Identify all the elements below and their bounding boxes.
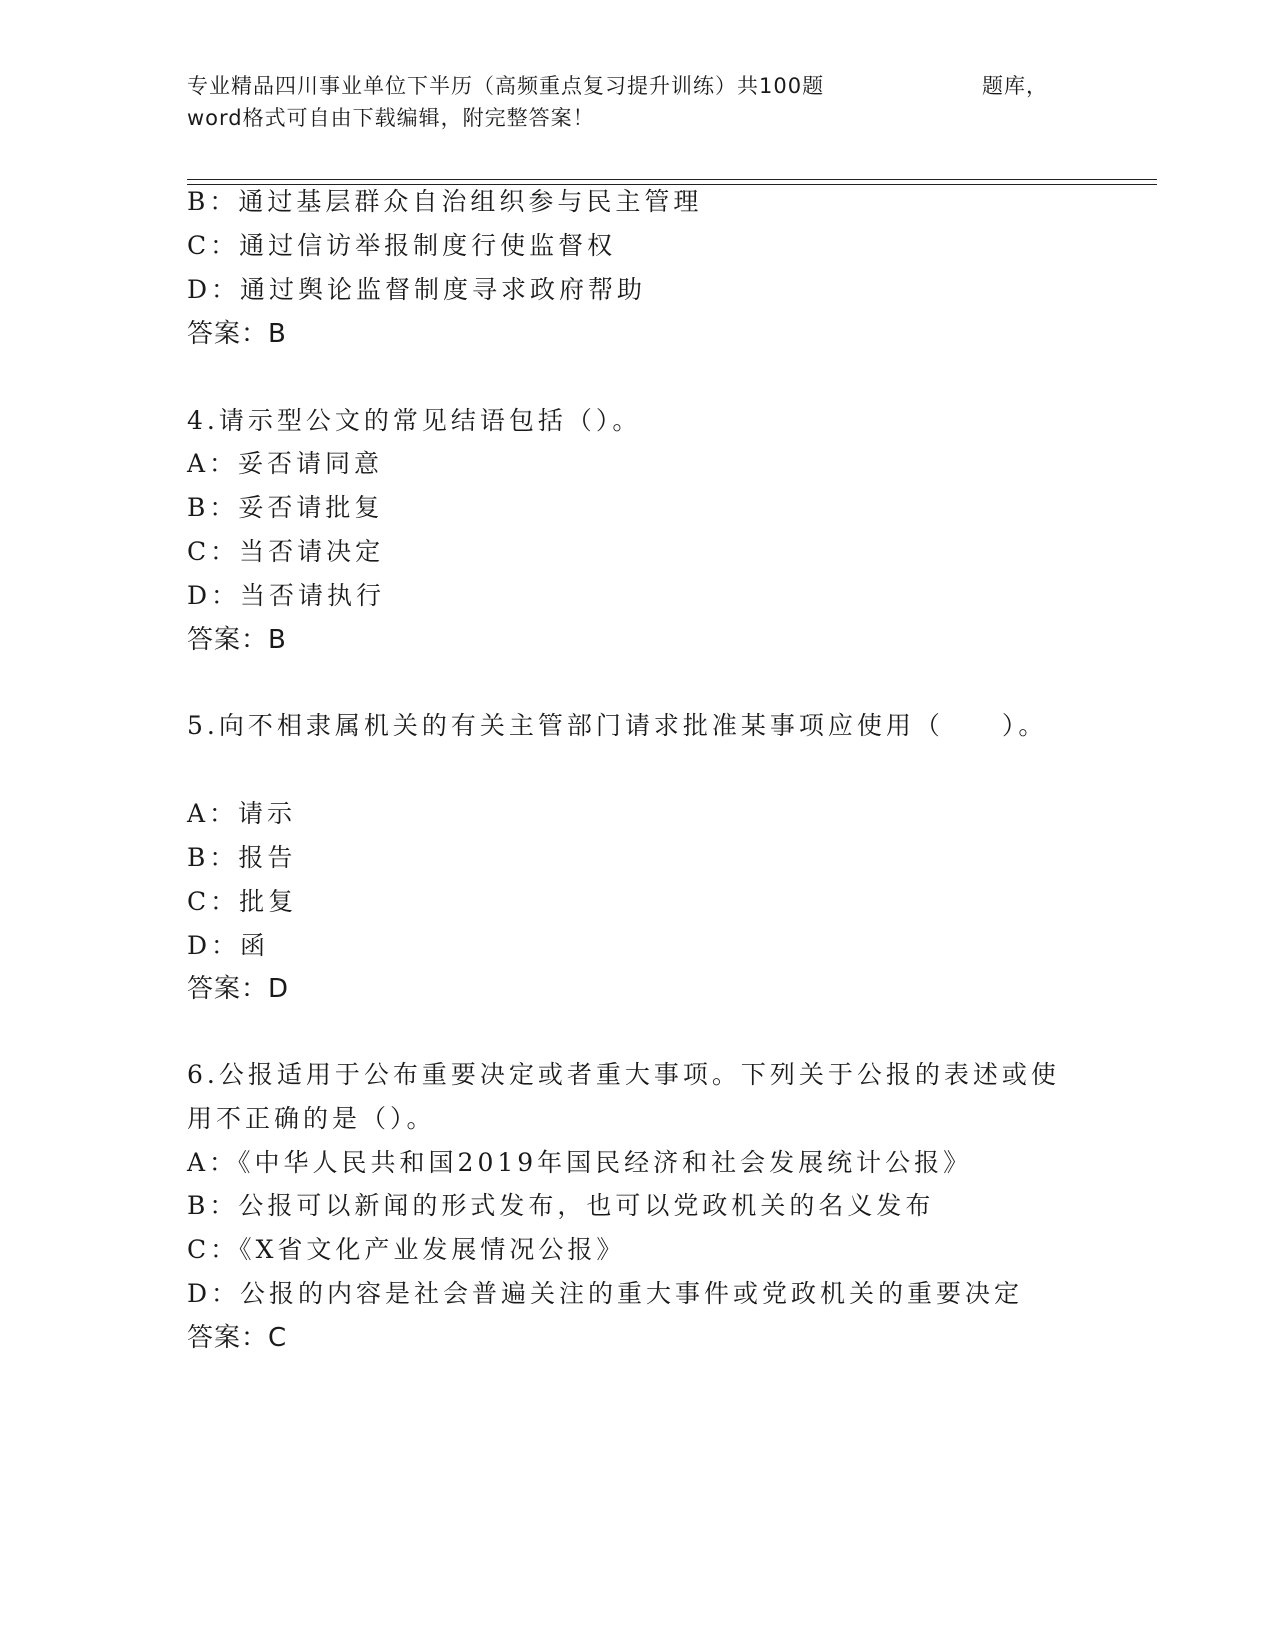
q6-option-b: B：公报可以新闻的形式发布，也可以党政机关的名义发布 [187, 1191, 935, 1220]
q4-option-a: A：妥否请同意 [187, 449, 384, 478]
q6-option-a: A：《中华人民共和国2019年国民经济和社会发展统计公报》 [187, 1148, 973, 1177]
q5-answer: 答案：D [187, 974, 290, 1004]
q5-stem: 5.向不相隶属机关的有关主管部门请求批准某事项应使用（ ）。 [187, 711, 1048, 740]
q3-answer: 答案：B [187, 319, 287, 349]
header-line-1 [187, 70, 1087, 102]
q3-option-d: D：通过舆论监督制度寻求政府帮助 [187, 275, 647, 304]
q4-option-d: D：当否请执行 [187, 581, 386, 610]
header-title-tail: 题库， [982, 74, 1048, 98]
q3-option-b: B：通过基层群众自治组织参与民主管理 [187, 187, 703, 216]
q4-option-b: B：妥否请批复 [187, 493, 384, 522]
q5-option-b: B：报告 [187, 843, 297, 872]
q4-option-c: C：当否请决定 [187, 537, 385, 566]
q6-answer: 答案：C [187, 1323, 288, 1353]
q5-option-c: C：批复 [187, 887, 298, 916]
header-divider-top [187, 179, 1157, 180]
q6-stem-line-2: 用不正确的是（）。 [187, 1104, 436, 1133]
q3-option-c: C：通过信访举报制度行使监督权 [187, 231, 617, 260]
q5-option-d: D：函 [187, 931, 270, 960]
q5-option-a: A：请示 [187, 799, 297, 828]
q4-stem: 4.请示型公文的常见结语包括（）。 [187, 406, 642, 435]
document-header [187, 70, 1087, 134]
header-divider-bottom [187, 184, 1157, 185]
q4-answer: 答案：B [187, 625, 287, 655]
q6-stem-line-1: 6.公报适用于公布重要决定或者重大事项。下列关于公报的表述或使 [187, 1060, 1060, 1089]
header-title: 专业精品四川事业单位下半历（高频重点复习提升训练）共100题 [187, 74, 825, 98]
header-subtitle: word格式可自由下载编辑，附完整答案！ [187, 106, 595, 130]
q6-option-d: D：公报的内容是社会普遍关注的重大事件或党政机关的重要决定 [187, 1279, 1024, 1308]
q6-option-c: C：《X省文化产业发展情况公报》 [187, 1235, 626, 1264]
